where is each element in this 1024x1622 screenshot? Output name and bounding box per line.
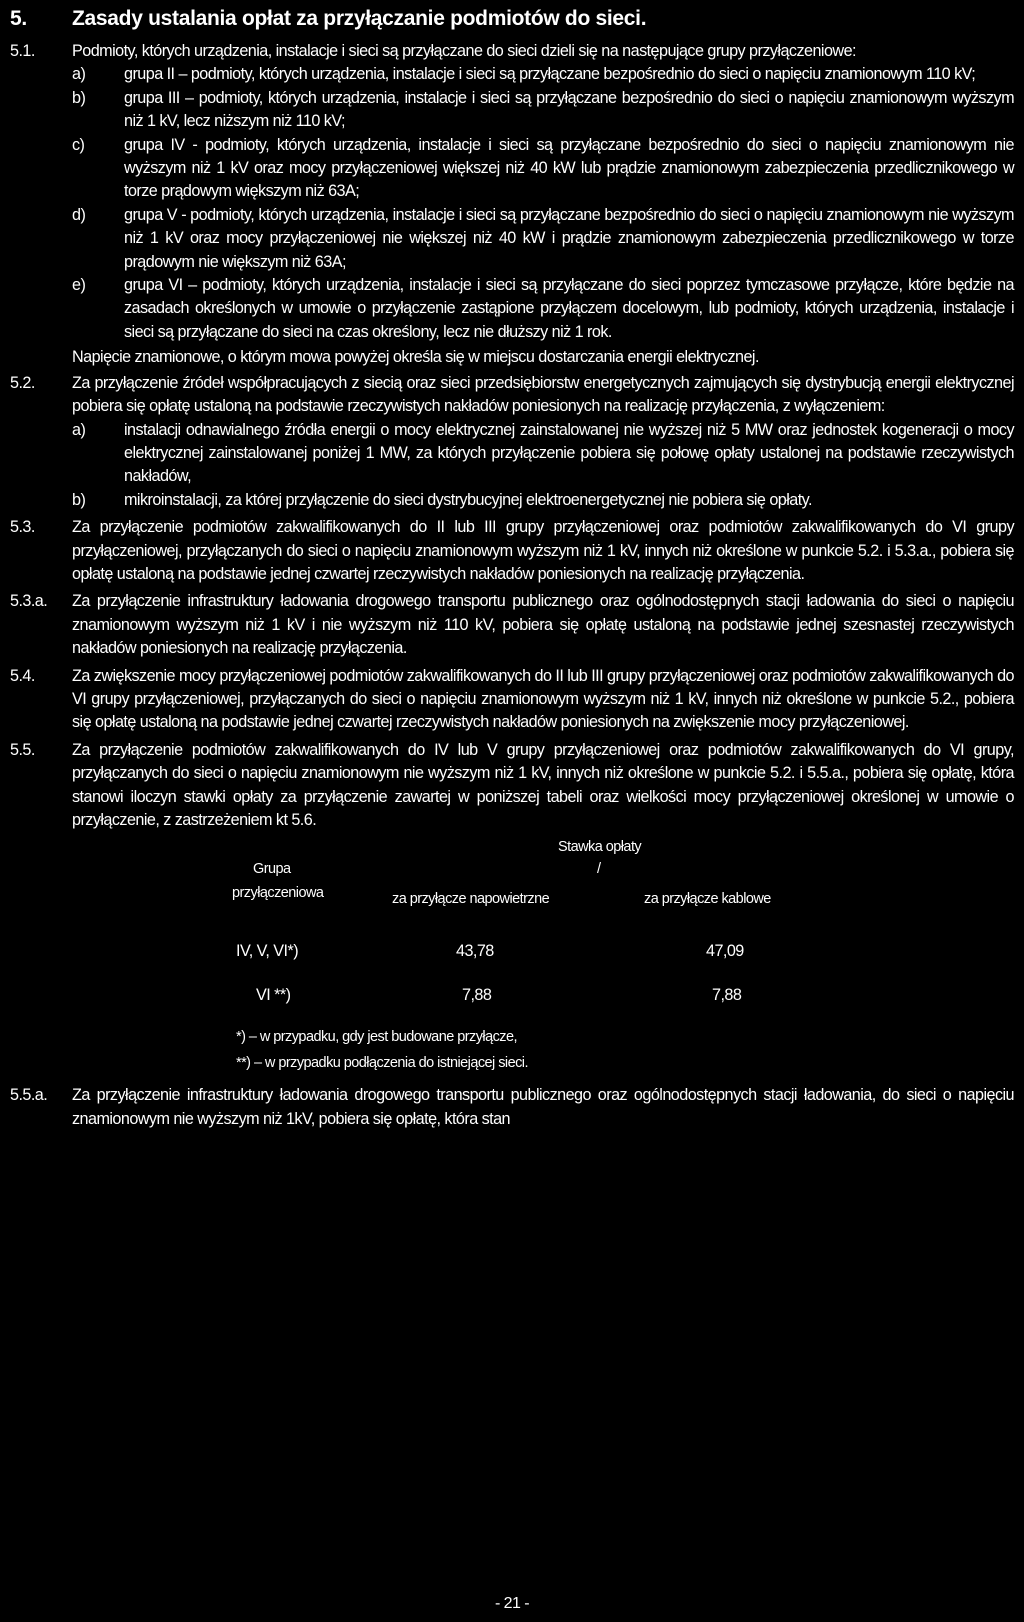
table-cell-group: IV, V, VI*) xyxy=(236,942,299,961)
list-item xyxy=(72,134,1014,204)
paragraph-number: 5.1. xyxy=(10,42,35,60)
paragraph-text: Za przyłączenie infrastruktury ładowania drogowego transportu publicznego oraz ogólnodostępnych stacji ładowania, do sieci o napięciu znamionowym nie wyższym niż 1kV, pobiera się opłatę, która stan xyxy=(72,1086,1014,1128)
section-title: Zasady ustalania opłat za przyłączanie podmiotów do sieci. xyxy=(72,7,647,30)
paragraph-5-5 xyxy=(10,739,1014,833)
table-col-overhead: za przyłącze napowietrzne xyxy=(392,891,550,908)
list-text: grupa III – podmioty, których urządzenia, instalacje i sieci są przyłączane bezpośrednio do sieci o napięciu znamionowym wyższym niż 1 kV, lecz niższym niż 110 kV; xyxy=(124,88,1014,131)
list-item xyxy=(72,419,1014,489)
paragraph-5-1 xyxy=(10,40,1014,370)
list-text: grupa V - podmioty, których urządzenia, instalacje i sieci są przyłączane bezpośrednio do sieci o napięciu znamionowym nie wyższym niż 1 kV oraz mocy przyłączeniowej nie większej niż 40 kW i prądzie znamionowym zabezpieczenia przedlicznikowego w torze prądowym nie większym niż 63A; xyxy=(124,205,1014,271)
list-item xyxy=(72,63,1014,86)
table-header-slash: / xyxy=(597,861,601,878)
table-footnote: **) – w przypadku podłączenia do istniejącej sieci. xyxy=(236,1055,528,1072)
table-cell-cable: 47,09 xyxy=(706,942,744,961)
rate-table xyxy=(10,836,1014,1084)
paragraph-5-3 xyxy=(10,516,1014,586)
paragraph-number: 5.5. xyxy=(10,740,35,759)
table-header-rate: Stawka opłaty xyxy=(558,839,642,856)
paragraph-5-3-a xyxy=(10,590,1014,660)
page-number: - 21 - xyxy=(494,1595,530,1612)
paragraph-5-2 xyxy=(10,372,1014,512)
table-header-group-2: przyłączeniowa xyxy=(232,885,324,902)
paragraph-number: 5.4. xyxy=(10,666,35,685)
table-header-group: Grupa xyxy=(253,861,291,878)
list-item xyxy=(72,274,1014,344)
list-letter: a) xyxy=(72,65,86,84)
paragraph-number: 5.3.a. xyxy=(10,592,48,611)
paragraph-text: Za przyłączenie podmiotów zakwalifikowanych do IV lub V grupy przyłączeniowej oraz podmiotów zakwalifikowanych do VI grupy, przyłączanych do sieci o napięciu znamionowym nie wyższym niż 1 kV, innych niż określone w punkcie 5.2. i 5.5.a., pobiera się opłatę, która stanowi iloczyn stawki opłaty za przyłączenie zawartej w poniższej tabeli oraz wielkości mocy przyłączeniowej określonej w umowie o przyłączenie, z zastrzeżeniem kt 5.6. xyxy=(72,740,1014,829)
table-cell-overhead: 43,78 xyxy=(456,942,494,961)
table-footnote: *) – w przypadku, gdy jest budowane przyłącze, xyxy=(236,1029,517,1046)
list-letter: b) xyxy=(72,490,86,509)
list-letter: d) xyxy=(72,205,86,224)
list-letter: a) xyxy=(72,420,86,439)
list-letter: b) xyxy=(72,88,86,107)
paragraph-intro: Za przyłączenie źródeł współpracujących z siecią oraz sieci przedsiębiorstw energetycznych zajmujących się dystrybucją energii elektrycznej pobiera się opłatę ustaloną na podstawie rzeczywistych nakładów poniesionych na realizację przyłączenia, z wyłączeniem: xyxy=(72,373,1014,416)
paragraph-5-5-a xyxy=(10,1084,1014,1131)
paragraph-text: Za zwiększenie mocy przyłączeniowej podmiotów zakwalifikowanych do II lub III grupy przyłączeniowej oraz podmiotów zakwalifikowanych do VI grupy przyłączeniowej, przyłączanych do sieci o napięciu znamionowym wyższym niż 1 kV, innych niż określone w punkcie 5.2., pobiera się opłatę ustaloną na podstawie jednej czwartej rzeczywistych nakładów poniesionych na zwiększenie mocy przyłączeniowej. xyxy=(72,666,1014,732)
table-cell-cable: 7,88 xyxy=(712,986,742,1005)
section-number: 5. xyxy=(10,7,27,30)
paragraph-number: 5.3. xyxy=(10,518,35,537)
section-heading xyxy=(10,4,1014,34)
paragraph-text: Za przyłączenie infrastruktury ładowania drogowego transportu publicznego oraz ogólnodostępnych stacji ładowania do sieci o napięciu znamionowym wyższym niż 1 kV i nie wyższym niż 110 kV, pobiera się opłatę ustaloną na podstawie jednej szesnastej rzeczywistych nakładów poniesionych na realizację przyłączenia. xyxy=(72,592,1014,658)
paragraph-intro: Podmioty, których urządzenia, instalacje i sieci są przyłączane do sieci dzieli się na następujące grupy przyłączeniowe: xyxy=(72,42,856,60)
list-item xyxy=(72,87,1014,134)
paragraph-text: Za przyłączenie podmiotów zakwalifikowanych do II lub III grupy przyłączeniowej oraz podmiotów zakwalifikowanych do VI grupy przyłączeniowej, przyłączanych do sieci o napięciu znamionowym wyższym niż 1 kV, innych niż określone w punkcie 5.2. i 5.3.a., pobiera się opłatę ustaloną na podstawie jednej czwartej rzeczywistych nakładów poniesionych na realizację przyłączenia. xyxy=(72,518,1014,583)
list-text: grupa VI – podmioty, których urządzenia, instalacje i sieci są przyłączane do sieci poprzez tymczasowe przyłącze, które będzie na zasadach określonych w umowie o przyłączenie zastąpione przyłączem docelowym, lub podmioty, których urządzenia, instalacje i sieci są przyłączane do sieci na czas określony, lecz nie dłuższy niż 1 rok. xyxy=(124,276,1014,341)
table-cell-group: VI **) xyxy=(256,986,291,1005)
list-letter: c) xyxy=(72,135,85,154)
paragraph-number: 5.2. xyxy=(10,373,35,392)
list-text: grupa IV - podmioty, których urządzenia, instalacje i sieci są przyłączane bezpośrednio do sieci o napięciu znamionowym nie wyższym niż 1 kV oraz mocy przyłączeniowej większej niż 40 kW lub prądzie znamionowym zabezpieczenia przedlicznikowego w torze prądowym większym niż 63A; xyxy=(124,135,1014,201)
table-cell-overhead: 7,88 xyxy=(462,986,492,1005)
paragraph-number: 5.5.a. xyxy=(10,1086,48,1105)
list-text: grupa II – podmioty, których urządzenia, instalacje i sieci są przyłączane bezpośrednio do sieci o napięciu znamionowym 110 kV; xyxy=(124,65,976,84)
list-item xyxy=(72,489,1014,512)
paragraph-5-4 xyxy=(10,665,1014,735)
list-text: instalacji odnawialnego źródła energii o mocy elektrycznej zainstalowanej nie wyższej niż 5 MW oraz jednostek kogeneracji o mocy elektrycznej zainstalowanej poniżej 1 MW, za których przyłączenie pobiera się połowę opłaty ustalonej na podstawie rzeczywistych nakładów, xyxy=(124,420,1014,486)
document-page xyxy=(10,4,1014,1131)
list-item xyxy=(72,204,1014,274)
list-text: mikroinstalacji, za której przyłączenie do sieci dystrybucyjnej elektroenergetycznej nie pobiera się opłaty. xyxy=(124,490,812,509)
table-col-cable: za przyłącze kablowe xyxy=(644,891,771,908)
paragraph-closing: Napięcie znamionowe, o którym mowa powyżej określa się w miejscu dostarczania energii elektrycznej. xyxy=(72,348,759,367)
list-letter: e) xyxy=(72,276,86,295)
